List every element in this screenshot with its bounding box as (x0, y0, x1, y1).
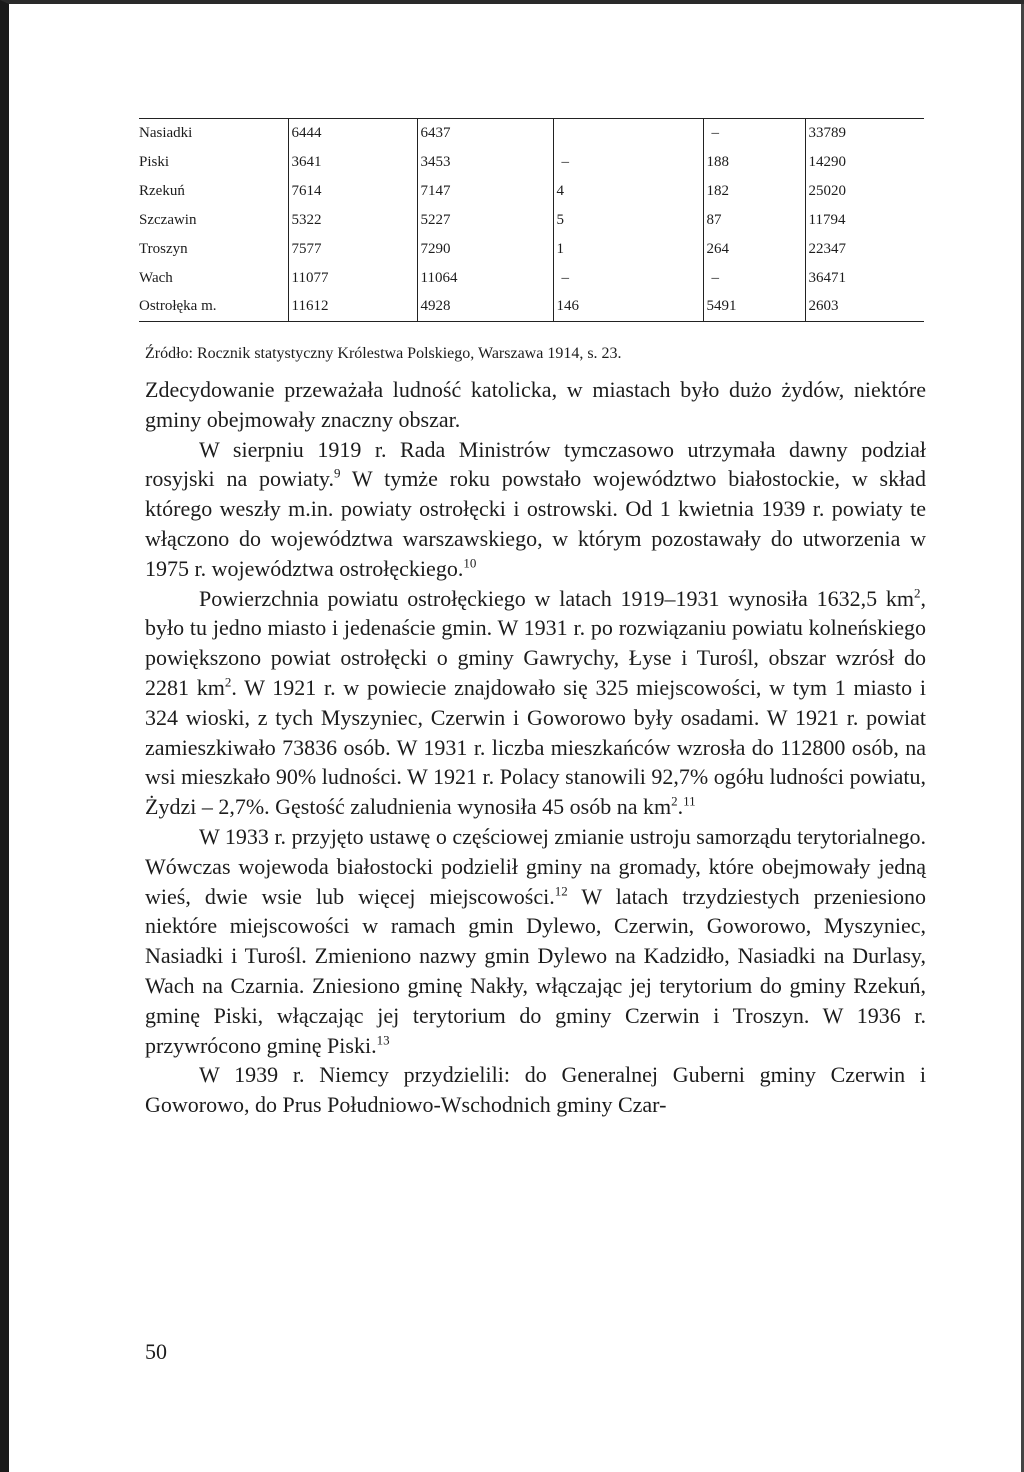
table-cell: 188 (703, 148, 805, 177)
table-cell: Wach (139, 269, 173, 286)
table-cell: – (703, 264, 805, 293)
table-cell (553, 119, 703, 148)
body-text (145, 375, 926, 1120)
footnote-ref: 10 (463, 555, 477, 571)
table-cell: Nasiadki (139, 119, 288, 148)
table-cell: – (553, 148, 703, 177)
statistics-table-wrap (139, 118, 924, 322)
footnote-ref: 11 (683, 793, 696, 809)
paragraph-text: W tymże roku powstało województwo białostockie, w skład którego weszły m.in. powiaty ostrołęcki i ostrowski. Od 1 kwietnia 1939 r. powiaty te włączono do województwa warszawskiego, w którym pozostawały do utworzenia w 1975 r. województwa ostrołęckiego. (145, 466, 926, 581)
paragraph-text: , było tu jedno miasto i jedenaście gmin. W 1931 r. po rozwiązaniu powiatu kolneńskiego powiększono powiat ostrołęcki o gminy Gawrychy, Łyse i Turośl, obszar wzrósł do 2281 km (145, 585, 926, 700)
table-cell: Szczawin (139, 211, 197, 228)
table-cell: 11612 (288, 293, 417, 322)
table-cell: Rzekuń (139, 182, 185, 199)
table-cell: 87 (703, 206, 805, 235)
paragraph-text: W 1939 r. Niemcy przydzielili: do Generalnej Guberni gminy Czerwin i Goworowo, do Prus Południowo-Wschodnich gminy Czar- (145, 1062, 926, 1118)
paragraph-text: W latach trzydziestych przeniesiono niektóre miejscowości w ramach gmin Dylewo, Czerwin, Goworowo, Myszyniec, Nasiadki i Turośl. Zmieniono nazwy gmin Dylewo na Kadzidło, Nasiadki na Durlasy, Wach na Czarnia. Zniesiono gminę Nakły, włączając jej terytorium do gminy Rzekuń, gminę Piski, włączając jej terytorium do gminy Czerwin i Troszyn. W 1936 r. przywrócono gminę Piski. (145, 883, 926, 1058)
table-cell: 7147 (417, 177, 553, 206)
table-row (139, 264, 924, 293)
paragraph-1 (145, 375, 926, 435)
table-cell: 14290 (805, 148, 924, 177)
footnote-ref: 13 (376, 1032, 390, 1048)
paragraph-text: W 1933 r. przyjęto ustawę o częściowej zmianie ustroju samorządu terytorialnego. Wówczas wojewoda białostocki podzielił gminy na gromady, które obejmowały jedną wieś, dwie wsie lub więcej miejscowości. (145, 823, 926, 909)
footnote-ref: 12 (554, 883, 568, 899)
page-number: 50 (145, 1339, 167, 1364)
table-cell: 11794 (805, 206, 924, 235)
paragraph-2 (145, 435, 926, 584)
table-cell: 7290 (417, 235, 553, 264)
superscript: 2 (224, 674, 232, 690)
table-cell: 4 (553, 177, 703, 206)
table-cell: 7614 (288, 177, 417, 206)
table-body (139, 119, 924, 322)
table-cell: 5 (553, 206, 703, 235)
table-row (139, 148, 924, 177)
table-cell: 22347 (805, 235, 924, 264)
paragraph-text: Powierzchnia powiatu ostrołęckiego w latach 1919–1931 wynosiła 1632,5 km (199, 585, 914, 611)
table-cell: 5227 (417, 206, 553, 235)
paragraph-text: W sierpniu 1919 r. Rada Ministrów tymczasowo utrzymała dawny podział rosyjski na powiaty. (145, 436, 926, 492)
table-row (139, 206, 924, 235)
table-row (139, 293, 924, 322)
paragraph-5 (145, 1060, 926, 1120)
table-cell: 25020 (805, 177, 924, 206)
table-row (139, 119, 924, 148)
table-cell: Troszyn (139, 240, 188, 257)
table-cell: Ostrołęka m. (139, 293, 288, 322)
paragraph-4 (145, 822, 926, 1060)
table-cell: 36471 (805, 264, 924, 293)
paragraph-3 (145, 584, 926, 822)
table-cell: 7577 (288, 235, 417, 264)
table-cell: 1 (553, 235, 703, 264)
superscript: 2 (671, 793, 678, 809)
statistics-table (139, 118, 924, 322)
paragraph-text: . W 1921 r. w powiecie znajdowało się 325 miejscowości, w tym 1 miasto i 324 wioski, z tych Myszyniec, Czerwin i Goworowo były osadami. W 1921 r. powiat zamieszkiwało 73836 osób. W 1931 r. liczba mieszkańców wzrosła do 112800 osób, na wsi mieszkało 90% ludności. W 1921 r. Polacy stanowili 92,7% ogółu ludności powiatu, Żydzi – 2,7%. Gęstość zaludnienia wynosiła 45 osób na km (145, 674, 926, 820)
paragraph-text: . (677, 794, 684, 820)
table-cell: 6444 (288, 119, 417, 148)
table-cell: 5491 (703, 293, 805, 322)
table-cell: 3453 (417, 148, 553, 177)
table-cell: – (703, 119, 805, 148)
table-cell: 11077 (288, 264, 417, 293)
superscript: 2 (914, 585, 921, 601)
table-row (139, 235, 924, 264)
table-cell: 33789 (805, 119, 924, 148)
table-cell: 182 (703, 177, 805, 206)
table-cell: 11064 (417, 264, 553, 293)
table-cell: 6437 (417, 119, 553, 148)
source-note: Źródło: Rocznik statystyczny Królestwa Polskiego, Warszawa 1914, s. 23. (145, 345, 622, 362)
table-cell: 3641 (288, 148, 417, 177)
table-cell: 4928 (417, 293, 553, 322)
table-cell: 146 (553, 293, 703, 322)
table-cell: 5322 (288, 206, 417, 235)
paragraph-text: Zdecydowanie przeważała ludność katolicka, w miastach było dużo żydów, niektóre gminy obejmowały znaczny obszar. (145, 377, 926, 432)
table-cell: Piski (139, 153, 170, 170)
footnote-ref: 9 (334, 466, 341, 482)
table-cell: 264 (703, 235, 805, 264)
table-cell: 2603 (805, 293, 924, 322)
table-row (139, 177, 924, 206)
table-cell: – (553, 264, 703, 293)
